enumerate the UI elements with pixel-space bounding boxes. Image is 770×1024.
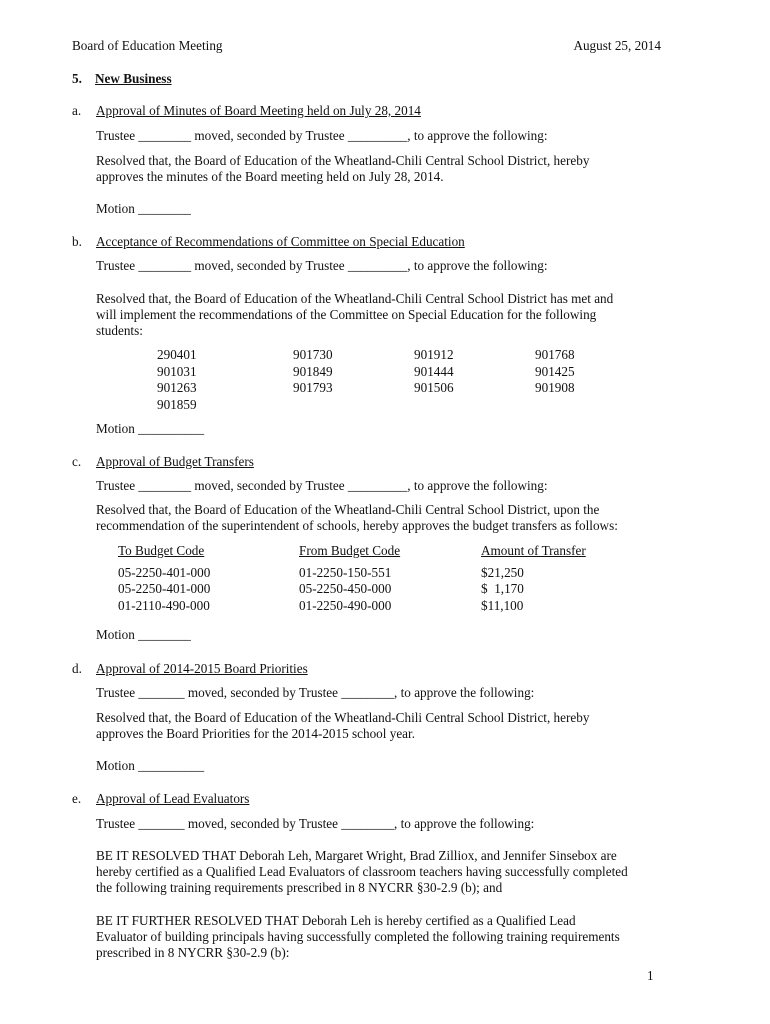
item-d-resolved-line1: Resolved that, the Board of Education of the Wheatland-Chili Central School District, hereby	[96, 710, 590, 725]
header-title: Board of Education Meeting	[72, 38, 223, 53]
table-cell: $11,100	[481, 597, 524, 613]
item-b-resolved-line1: Resolved that, the Board of Education of the Wheatland-Chili Central School District has met and	[96, 291, 614, 306]
section-title: New Business	[95, 71, 172, 86]
item-e-paragraph1-line1: BE IT RESOLVED THAT Deborah Leh, Margaret Wright, Brad Zilliox, and Jennifer Sinsebox are	[96, 848, 617, 863]
item-d-trustee: Trustee _______ moved, seconded by Trustee ________, to approve the following:	[96, 685, 535, 700]
item-b-resolved-line3: students:	[96, 323, 143, 338]
table-cell: 01-2250-150-551	[299, 564, 392, 580]
item-e-paragraph2-line2: Evaluator of building principals having successfully completed the following training requirements	[96, 929, 620, 944]
item-b-trustee: Trustee ________ moved, seconded by Trustee _________, to approve the following:	[96, 258, 548, 273]
item-a-resolved-line2: approves the minutes of the Board meeting held on July 28, 2014.	[96, 169, 444, 184]
budget-col-to	[118, 543, 210, 614]
student-id: 901793	[293, 380, 333, 395]
column-header: From Budget Code	[299, 543, 401, 558]
student-column-1	[157, 347, 197, 413]
item-b-motion: Motion __________	[96, 421, 205, 436]
item-a-resolved-line1: Resolved that, the Board of Education of the Wheatland-Chili Central School District, hereby	[96, 153, 590, 168]
table-cell: 01-2250-490-000	[299, 597, 392, 613]
student-id: 901444	[414, 363, 454, 379]
student-column-4	[535, 347, 575, 397]
item-c-letter: c.	[72, 454, 82, 469]
student-column-2	[293, 347, 333, 397]
table-cell: $21,250	[481, 564, 524, 580]
student-column-3	[414, 347, 454, 397]
item-d-motion: Motion __________	[96, 758, 205, 773]
student-id: 901849	[293, 363, 333, 379]
item-e-trustee: Trustee _______ moved, seconded by Trustee ________, to approve the following:	[96, 816, 535, 831]
student-id: 901908	[535, 380, 575, 395]
item-b-letter: b.	[72, 234, 82, 249]
page-number: 1	[647, 968, 654, 983]
item-e-paragraph2-line3: prescribed in 8 NYCRR §30-2.9 (b):	[96, 945, 290, 960]
item-a-letter: a.	[72, 103, 82, 118]
item-e-letter: e.	[72, 791, 82, 806]
item-e-paragraph1-line3: the following training requirements prescribed in 8 NYCRR §30-2.9 (b); and	[96, 880, 503, 895]
column-header: Amount of Transfer	[481, 543, 586, 558]
item-c-resolved-line2: recommendation of the superintendent of schools, hereby approves the budget transfers as follows:	[96, 518, 618, 533]
student-id: 901859	[157, 396, 197, 412]
table-cell: 05-2250-401-000	[118, 564, 211, 580]
header-date: August 25, 2014	[573, 38, 661, 53]
student-id: 901730	[293, 347, 333, 362]
student-id: 901912	[414, 347, 454, 362]
student-id: 290401	[157, 347, 197, 362]
item-e-paragraph1-line2: hereby certified as a Qualified Lead Evaluators of classroom teachers having successfully completed	[96, 864, 628, 879]
item-a-trustee: Trustee ________ moved, seconded by Trustee _________, to approve the following:	[96, 128, 548, 143]
section-number: 5.	[72, 71, 82, 86]
item-a-motion: Motion ________	[96, 201, 191, 216]
item-a-title: Approval of Minutes of Board Meeting held on July 28, 2014	[96, 103, 421, 118]
item-c-resolved-line1: Resolved that, the Board of Education of the Wheatland-Chili Central School District, upon the	[96, 502, 600, 517]
column-header: To Budget Code	[118, 543, 205, 558]
item-d-title: Approval of 2014-2015 Board Priorities	[96, 661, 308, 676]
student-id: 901031	[157, 363, 197, 379]
student-id: 901263	[157, 380, 197, 395]
budget-col-amount	[481, 543, 586, 614]
item-b-title: Acceptance of Recommendations of Committee on Special Education	[96, 234, 465, 249]
table-cell: 01-2110-490-000	[118, 597, 210, 613]
item-c-motion: Motion ________	[96, 627, 191, 642]
item-d-letter: d.	[72, 661, 82, 676]
item-c-title: Approval of Budget Transfers	[96, 454, 254, 469]
student-id: 901506	[414, 380, 454, 395]
student-id: 901425	[535, 363, 575, 379]
student-id: 901768	[535, 347, 575, 362]
table-cell: 05-2250-401-000	[118, 581, 211, 596]
item-e-title: Approval of Lead Evaluators	[96, 791, 250, 806]
item-b-resolved-line2: will implement the recommendations of the Committee on Special Education for the following	[96, 307, 597, 322]
item-d-resolved-line2: approves the Board Priorities for the 2014-2015 school year.	[96, 726, 415, 741]
item-e-paragraph2-line1: BE IT FURTHER RESOLVED THAT Deborah Leh is hereby certified as a Qualified Lead	[96, 913, 576, 928]
table-cell: $ 1,170	[481, 581, 524, 596]
item-c-trustee: Trustee ________ moved, seconded by Trustee _________, to approve the following:	[96, 478, 548, 493]
budget-col-from	[299, 543, 400, 614]
table-cell: 05-2250-450-000	[299, 581, 392, 596]
